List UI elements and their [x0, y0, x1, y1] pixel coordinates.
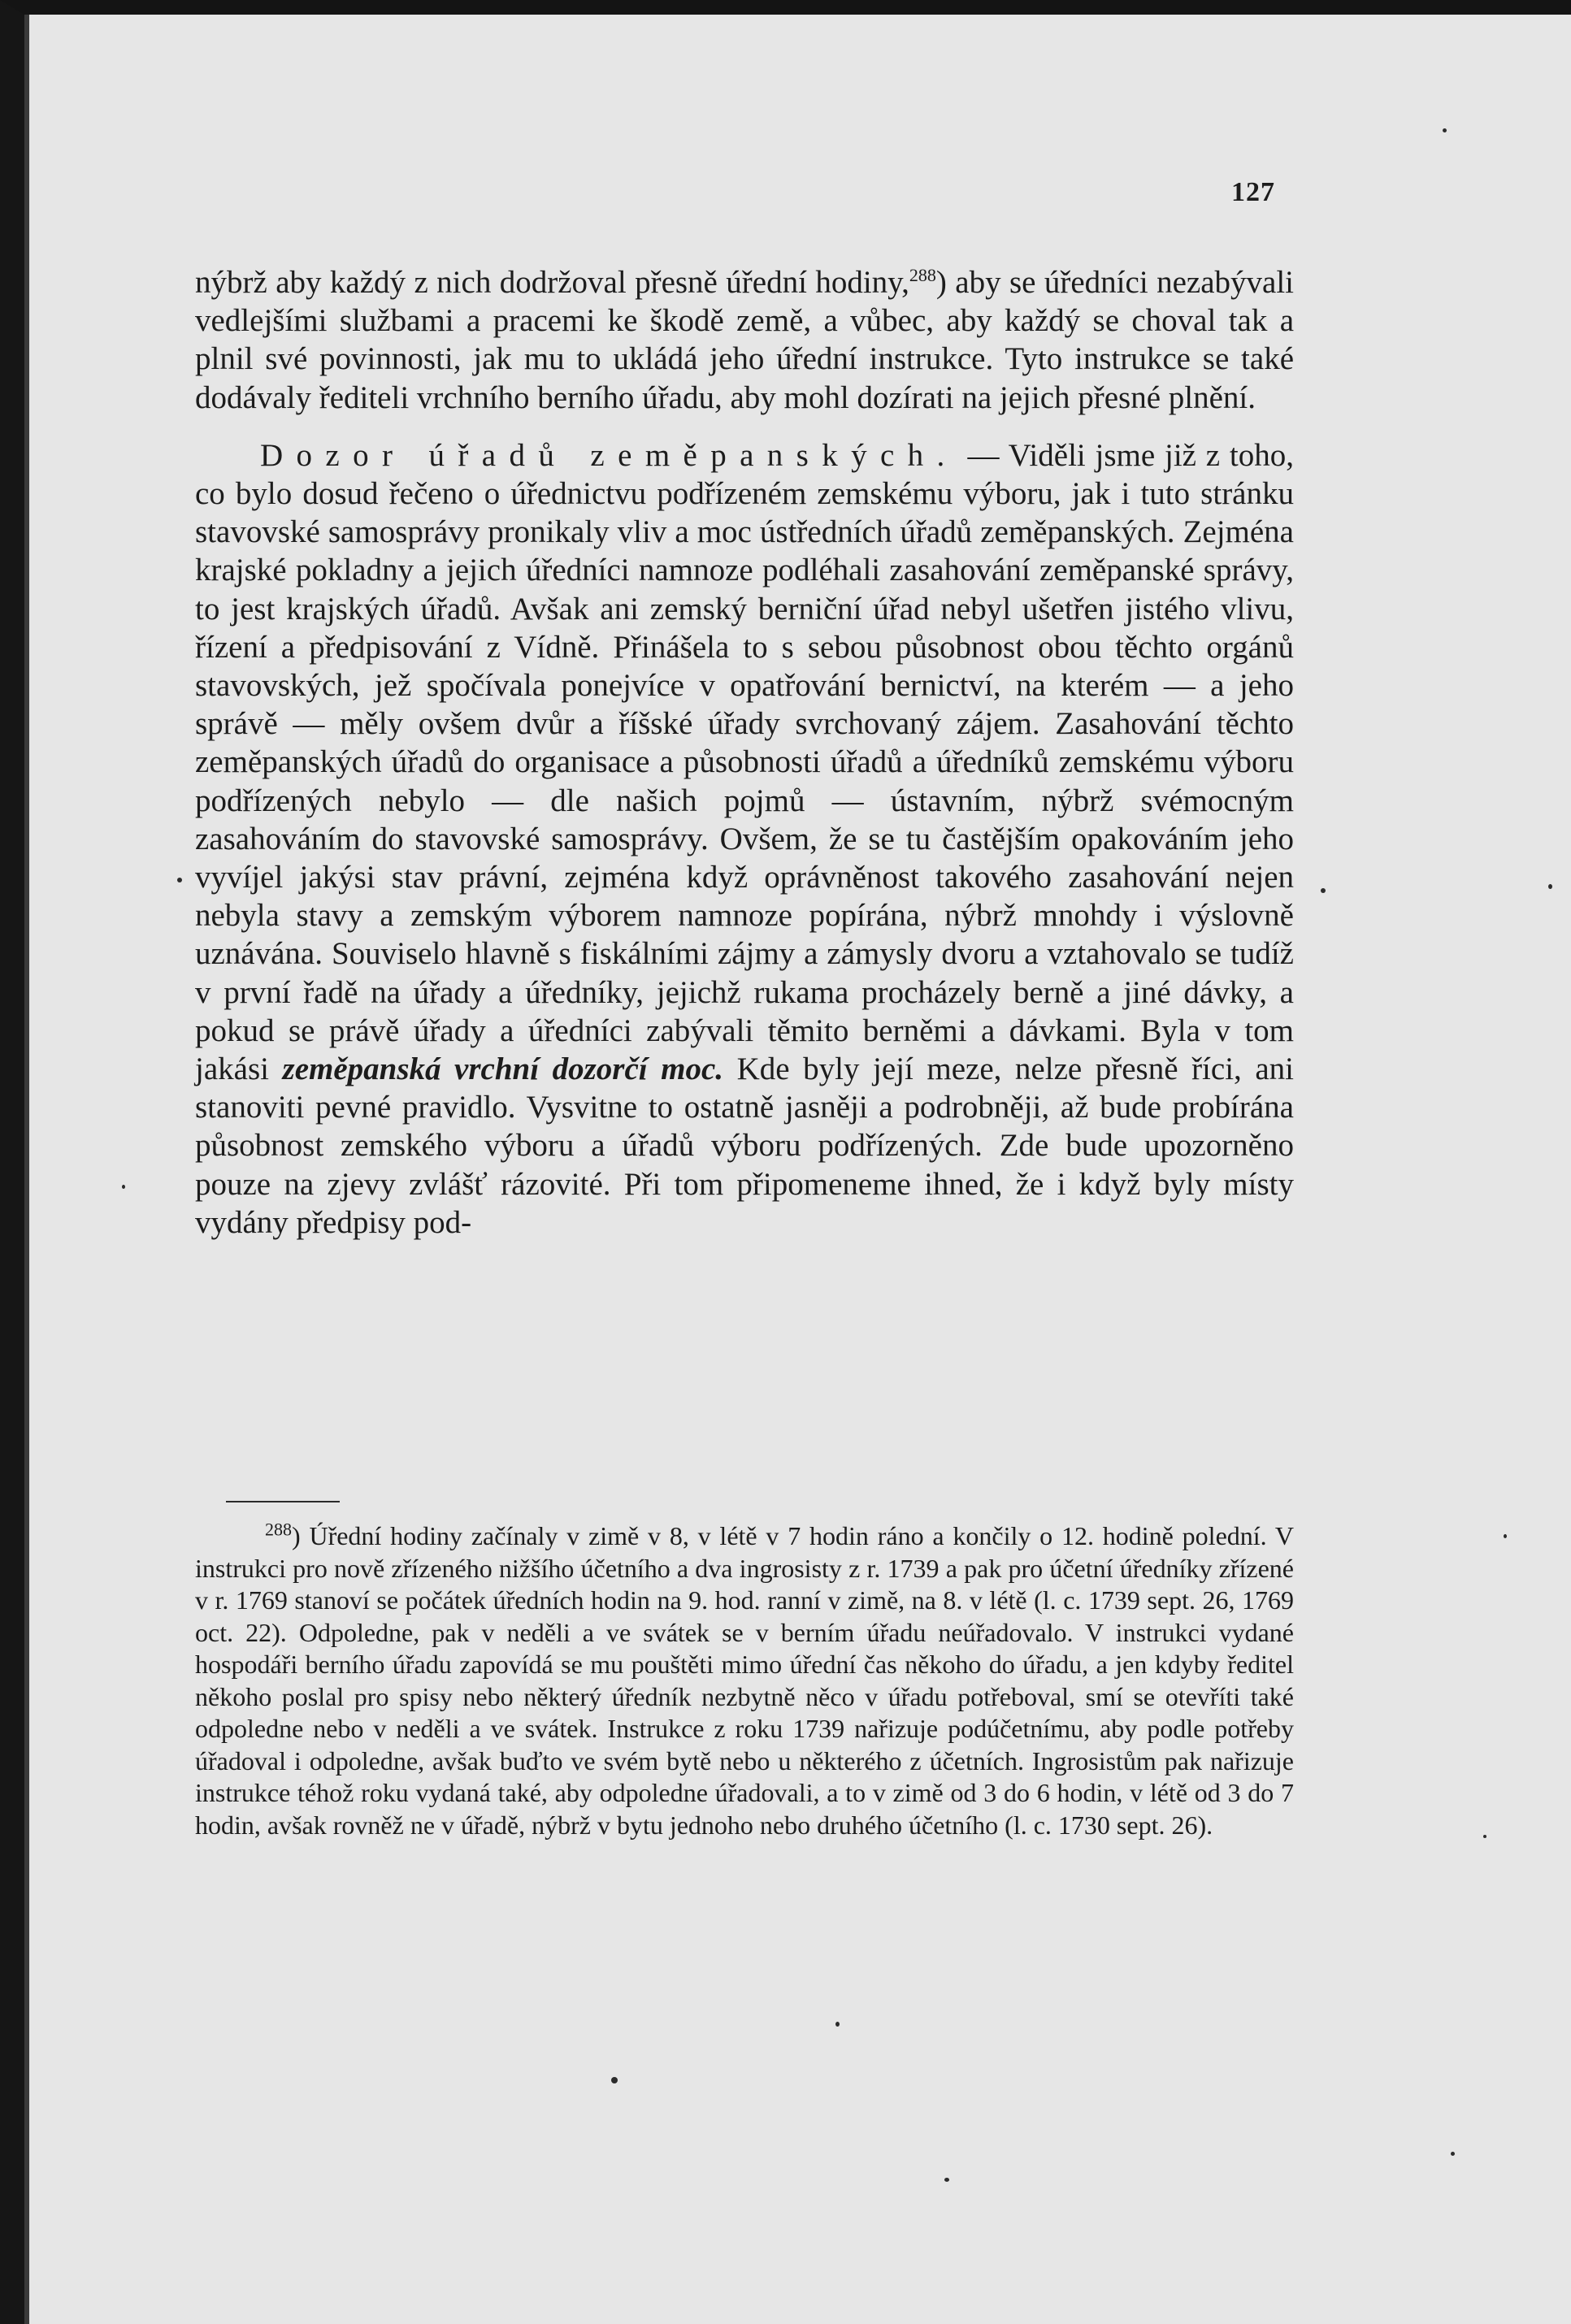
footnote-288: [195, 1520, 1294, 1841]
scan-speck: [611, 2077, 618, 2083]
scan-speck: [835, 2022, 840, 2027]
paragraph-1: [195, 263, 1294, 417]
page-number: 127: [1231, 177, 1275, 207]
footnotes: [195, 1520, 1294, 1841]
footnote-ref-288[interactable]: 288: [909, 265, 936, 285]
paragraph-1-start: nýbrž aby každý z nich dodržoval přesně úřední hodiny,: [195, 265, 909, 300]
footnote-text: ) Úřední hodiny začínaly v zimě v 8, v létě v 7 hodin ráno a končily o 12. hodině polední. V instrukci pro nově zřízeného nižšího účetního a dva ingrosisty z r. 1739 a pak pro účetní úředníky zřízené v r. 1769 stanoví se počátek úředních hodin na 9. hod. ranní v zimě, na 8. v létě (l. c. 1739 sept. 26, 1769 oct. 22). Odpoledne, pak v neděli a ve svátek se v berním úřadu neúřadovalo. V instrukci vydané hospodáři berního úřadu zapovídá se mu pouštěti mimo úřední čas někoho do úřadu, a jen kdyby ředitel někoho poslal pro spisy nebo některý úředník nezbytně něco v úřadu potřeboval, smí se otevříti také odpoledne nebo v neděli a ve svátek. Instrukce z roku 1739 nařizuje podúčetnímu, aby podle potřeby úřadoval i odpoledne, avšak buďto ve svém bytě nebo u některého z účetních. Ingrosistům pak nařizuje instrukce téhož roku vydaná také, aby odpoledne úřadovali, a to v zimě od 3 do 6 hodin, v létě od 3 do 7 hodin, avšak rovněž ne v úřadě, nýbrž v bytu jednoho nebo druhého účetního (l. c. 1730 sept. 26).: [195, 1521, 1294, 1840]
scan-speck: [1504, 1534, 1507, 1538]
footnote-divider: [226, 1501, 340, 1502]
scan-speck: [1483, 1835, 1486, 1838]
paragraph-2: [195, 436, 1294, 1242]
section-heading: Dozor úřadů zeměpanských.: [260, 437, 958, 473]
scan-speck: [1451, 2152, 1455, 2156]
scan-speck: [1321, 888, 1326, 893]
paragraph-2-part-a: — Viděli jsme již z toho, co bylo dosud řečeno o úřednictvu podřízeném zemskému výboru, jak i tuto stránku stavovské samosprávy pronikaly vliv a moc ústředních úřadů zeměpanských. Zejména krajské pokladny a jejich úředníci namnoze podléhali zasahování zeměpanské správy, to jest krajských úřadů. Avšak ani zemský berniční úřad nebyl ušetřen jistého vlivu, řízení a předpisování z Vídně. Přinášela to s sebou působnost obou těchto orgánů stavovských, jež spočívala ponejvíce v opatřování bernictví, na kterém — a jeho správě — měly ovšem dvůr a říšské úřady svrchovaný zájem. Zasahování těchto zeměpanských úřadů do organisace a působnosti úřadů a úředníků zemskému výboru podřízených nebylo — dle našich pojmů — ústavním, nýbrž svémocným zasahováním do stavovské samosprávy. Ovšem, že se tu častějším opakováním jeho vyvíjel jakýsi stav právní, zejména když oprávněnost takového zasahování nejen nebyla stavy a zemským výborem namnoze popírána, nýbrž mnohdy i výslovně uznávána. Souviselo hlavně s fiskálními zájmy a zámysly dvoru a vztahovalo se tudíž v první řadě na úřady a úředníky, jejichž rukama procházely berně a jiné dávky, a pokud se právě úřady a úředníci zabývali těmito berněmi a dávkami. Byla v tom jakási: [195, 437, 1294, 1087]
scan-speck: [1443, 128, 1447, 132]
footnote-mark: 288: [265, 1519, 292, 1540]
paragraph-1-rest: ) aby se úředníci nezabývali vedlejšími službami a pracemi ke škodě země, a vůbec, aby každý se choval tak a plnil své povinnosti, jak mu to ukládá jeho úřední instrukce. Tyto instrukce se také dodávaly řediteli vrchního berního úřadu, aby mohl dozírati na jejich přesné plnění.: [195, 265, 1294, 415]
scan-speck: [1548, 884, 1552, 889]
scan-speck: [944, 2178, 949, 2182]
scan-speck: [122, 1185, 125, 1189]
scan-speck: [177, 878, 182, 882]
paragraph-2-part-b: Kde byly její meze, nelze přesně říci, ani stanoviti pevné pravidlo. Vysvitne to ostatně jasněji a podrobněji, až bude probírána působnost zemského výboru a úřadů výboru podřízených. Zde bude upozorněno pouze na zjevy zvlášť rázovité. Při tom připomeneme ihned, že i když byly místy vydány předpisy pod-: [195, 1051, 1294, 1240]
binding-edge: [24, 15, 29, 2324]
emphasized-term: zeměpanská vrchní dozorčí moc.: [282, 1051, 724, 1087]
main-text: [195, 263, 1294, 1242]
